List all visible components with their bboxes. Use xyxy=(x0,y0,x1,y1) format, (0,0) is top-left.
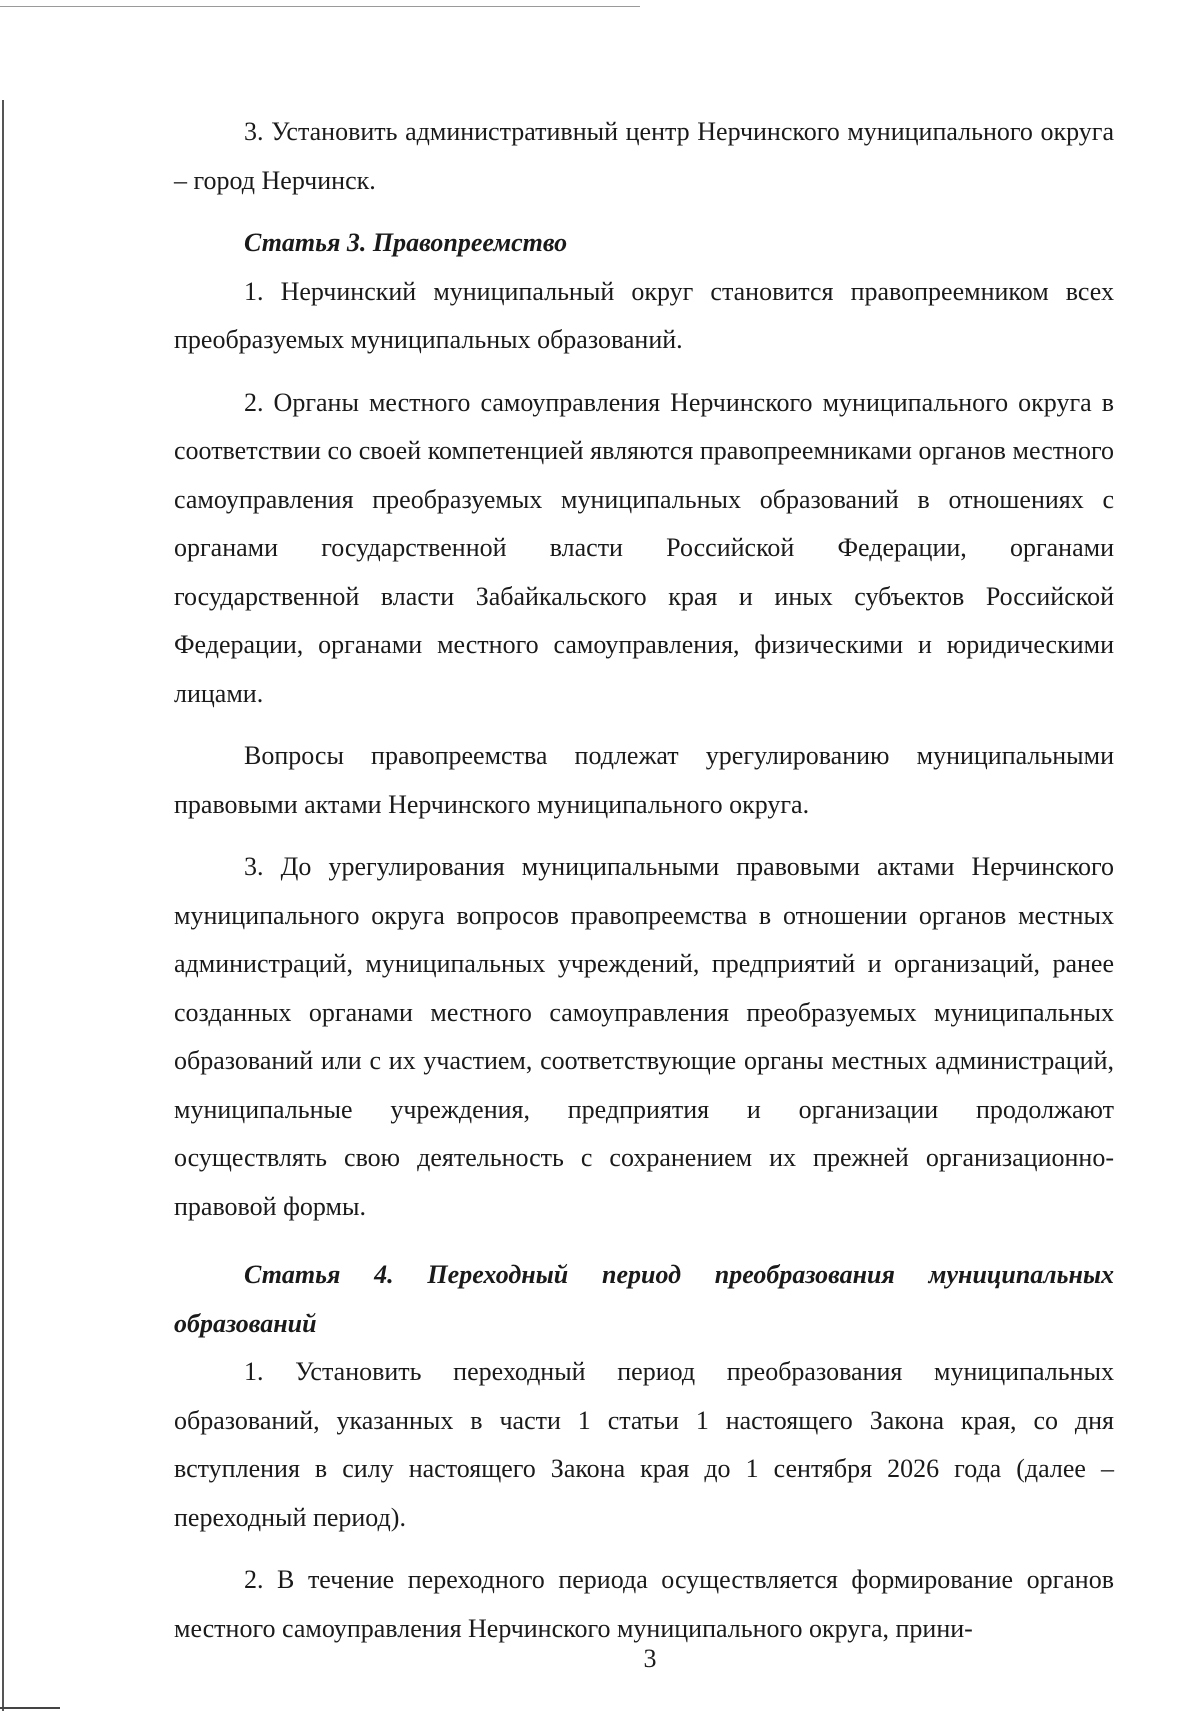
article-3-paragraph-2: 2. Органы местного самоуправления Нерчинского муниципального округа в соответствии со своей компетенцией являются правопреемниками органов местного самоуправления преобразуемых муниципальных образований в отношениях с органами государственной власти Российской Федерации, органами государственной власти Забайкальского края и иных субъектов Российской Федерации, органами местного самоуправления, физическими и юридическими лицами. xyxy=(174,387,1114,708)
document-page xyxy=(174,108,1114,1653)
article-3-paragraph-2-continuation: Вопросы правопреемства подлежат урегулированию муниципальными правовыми актами Нерчинского муниципального округа. xyxy=(174,741,1114,819)
page-number: 3 xyxy=(643,1644,657,1673)
scan-edge-left xyxy=(2,100,4,1711)
article-4-paragraph-1: 1. Установить переходный период преобразования муниципальных образований, указанных в части 1 статьи 1 настоящего Закона края, со дня вступления в силу настоящего Закона края до 1 сентября 2026 года (далее – переходный период). xyxy=(174,1357,1114,1532)
article-3-paragraph-1: 1. Нерчинский муниципальный округ становится правопреемником всех преобразуемых муниципальных образований. xyxy=(174,276,1114,354)
article-3-paragraph-3: 3. До урегулирования муниципальными правовыми актами Нерчинского муниципального округа вопросов правопреемства в отношении органов местных администраций, муниципальных учреждений, предприятий и организаций, ранее созданных органами местного самоуправления преобразуемых муниципальных образований или с их участием, соответствующие органы местных администраций, муниципальные учреждения, предприятия и организации продолжают осуществлять свою деятельность с сохранением их прежней организационно-правовой формы. xyxy=(174,852,1114,1221)
article-4-paragraph-2: 2. В течение переходного периода осуществляется формирование органов местного самоуправления Нерчинского муниципального округа, прини- xyxy=(174,1565,1114,1643)
article-4-heading: Статья 4. Переходный период преобразования муниципальных образований xyxy=(174,1260,1114,1338)
article-3-heading: Статья 3. Правопреемство xyxy=(244,228,568,257)
scan-edge-top xyxy=(0,6,640,7)
scan-edge-bottom xyxy=(0,1707,60,1709)
paragraph-admin-center: 3. Установить административный центр Нерчинского муниципального округа – город Нерчинск. xyxy=(174,117,1114,195)
